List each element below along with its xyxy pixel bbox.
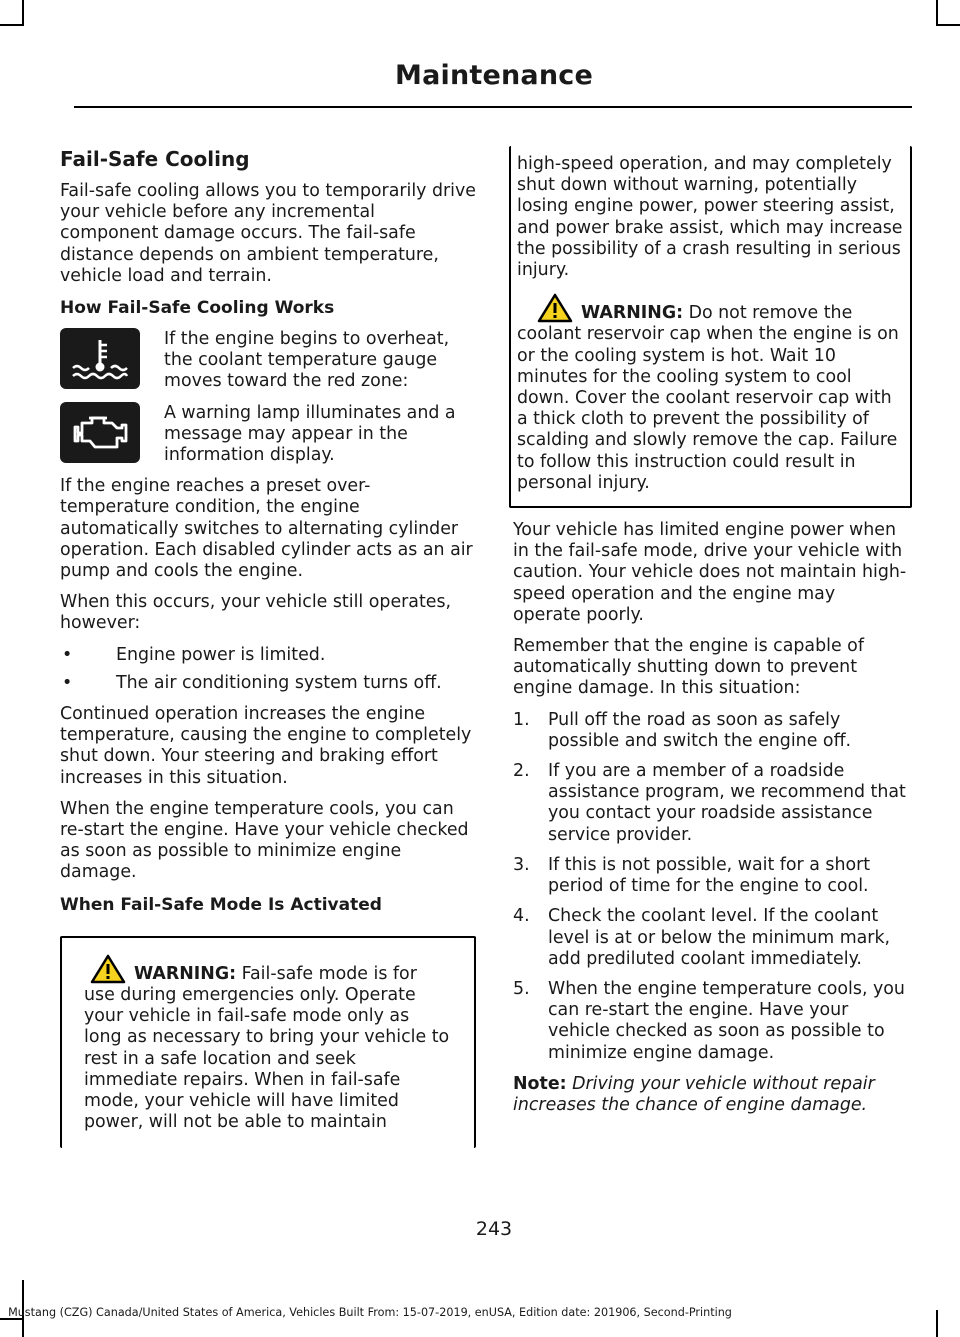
step-number: 3. (513, 854, 530, 875)
coolant-temperature-icon (60, 328, 140, 389)
engine-warning-text: A warning lamp illuminates and a message may appear in the information display. (164, 402, 456, 466)
list-item: • Engine power is limited. (60, 645, 476, 666)
step-text: Pull off the road as soon as safely possible and switch the engine off. (548, 709, 852, 751)
step-text: When the engine temperature cools, you can re-start the engine. Have your vehicle checked as soon as possible to minimize engine damage. (548, 978, 905, 1063)
warning-continuation-box (509, 146, 912, 508)
list-item (513, 710, 908, 752)
limitations-list (60, 645, 476, 694)
step-text: Check the coolant level. If the coolant level is at or below the minimum mark, add prediluted coolant immediately. (548, 906, 891, 969)
list-item (513, 906, 908, 970)
step-text: If you are a member of a roadside assistance program, we recommend that you contact your roadside assistance service provider. (548, 761, 906, 845)
warning-label: WARNING: (134, 963, 237, 984)
coolant-gauge-row (60, 329, 476, 393)
list-item (513, 979, 908, 1064)
crop-mark (22, 0, 24, 26)
steps-list (513, 710, 908, 1064)
header-divider (74, 106, 912, 108)
step-number: 5. (513, 978, 530, 999)
left-column (60, 146, 476, 1148)
restart-paragraph: When the engine temperature cools, you can re-start the engine. Have your vehicle checked as soon as possible to minimize engine damage. (60, 798, 469, 883)
warning-label: WARNING: (581, 303, 684, 324)
warning-text: Fail-safe mode is for use during emergencies only. Operate your vehicle in fail-safe mode only as long as necessary to bring your vehicle to rest in a safe location and seek immediate repairs. When in fail-safe mode, your vehicle will have limited power, will not be able to maintain (84, 963, 450, 1133)
limited-power-paragraph: Your vehicle has limited engine power when in the fail-safe mode, drive your vehicle with caution. Your vehicle does not maintain high-speed operation and the engine may operate poorly. (513, 520, 907, 625)
shut-down-paragraph: Remember that the engine is capable of automatically shutting down to prevent engine damage. In this situation: (513, 636, 864, 699)
warning-continuation-text: high-speed operation, and may completely shut down without warning, potentially losing engine power, power steering assist, and power brake assist, which may increase the possibility of a crash resulting in serious injury. (517, 154, 903, 281)
coolant-gauge-text: If the engine begins to overheat, the coolant temperature gauge moves toward the red zone: (164, 329, 450, 392)
engine-warning-row (60, 403, 476, 467)
fail-safe-mode-heading: When Fail-Safe Mode Is Activated (60, 894, 382, 915)
note-text: Driving your vehicle without repair increases the chance of engine damage. (513, 1073, 875, 1115)
warning-triangle-icon (90, 954, 126, 984)
note-label: Note: (513, 1073, 567, 1094)
fail-safe-cooling-heading: Fail-Safe Cooling (60, 147, 250, 171)
how-it-works-heading: How Fail-Safe Cooling Works (60, 298, 335, 319)
footer-text: Mustang (CZG) Canada/United States of America, Vehicles Built From: 15-07-2019, enUSA, Edition date: 201906, Second-Printing (8, 1306, 732, 1319)
crop-mark (0, 24, 24, 26)
step-text: If this is not possible, wait for a short period of time for the engine to cool. (548, 854, 871, 897)
list-item (513, 761, 908, 846)
warning-triangle-icon (537, 293, 573, 323)
check-engine-icon (60, 402, 140, 463)
coolant-cap-warning (517, 293, 904, 494)
warning-text: Do not remove the coolant reservoir cap when the engine is on or the cooling system is hot. Wait 10 minutes for the cooling system to cool down. Cover the coolant reservoir cap with a thick cloth to prevent the possibility of scalding and slowly remove the cap. Failure to follow this instruction could result in personal injury. (517, 303, 899, 493)
list-item: • The air conditioning system turns off. (60, 673, 476, 694)
over-temperature-paragraph: If the engine reaches a preset over-temperature condition, the engine automatically switches to alternating cylinder operation. Each disabled cylinder acts as an air pump and cools the engine. (60, 476, 473, 582)
continued-operation-paragraph: Continued operation increases the engine temperature, causing the engine to completely shut down. Your steering and braking effort increases in this situation. (60, 704, 472, 788)
list-item (513, 855, 908, 897)
crop-mark (936, 1310, 938, 1337)
intro-paragraph: Fail-safe cooling allows you to temporarily drive your vehicle before any incremental component damage occurs. The fail-safe distance depends on ambient temperature, vehicle load and terrain. (60, 181, 476, 286)
right-column (513, 146, 908, 1126)
step-number: 1. (513, 709, 530, 730)
crop-mark (936, 0, 938, 26)
still-operates-paragraph: When this occurs, your vehicle still operates, however: (60, 592, 452, 634)
page-number: 243 (475, 1218, 513, 1240)
fail-safe-warning-box (60, 936, 476, 1148)
step-number: 4. (513, 906, 530, 927)
crop-mark (936, 24, 960, 26)
note (513, 1074, 908, 1116)
step-number: 2. (513, 761, 530, 782)
section-title: Maintenance (395, 60, 593, 91)
